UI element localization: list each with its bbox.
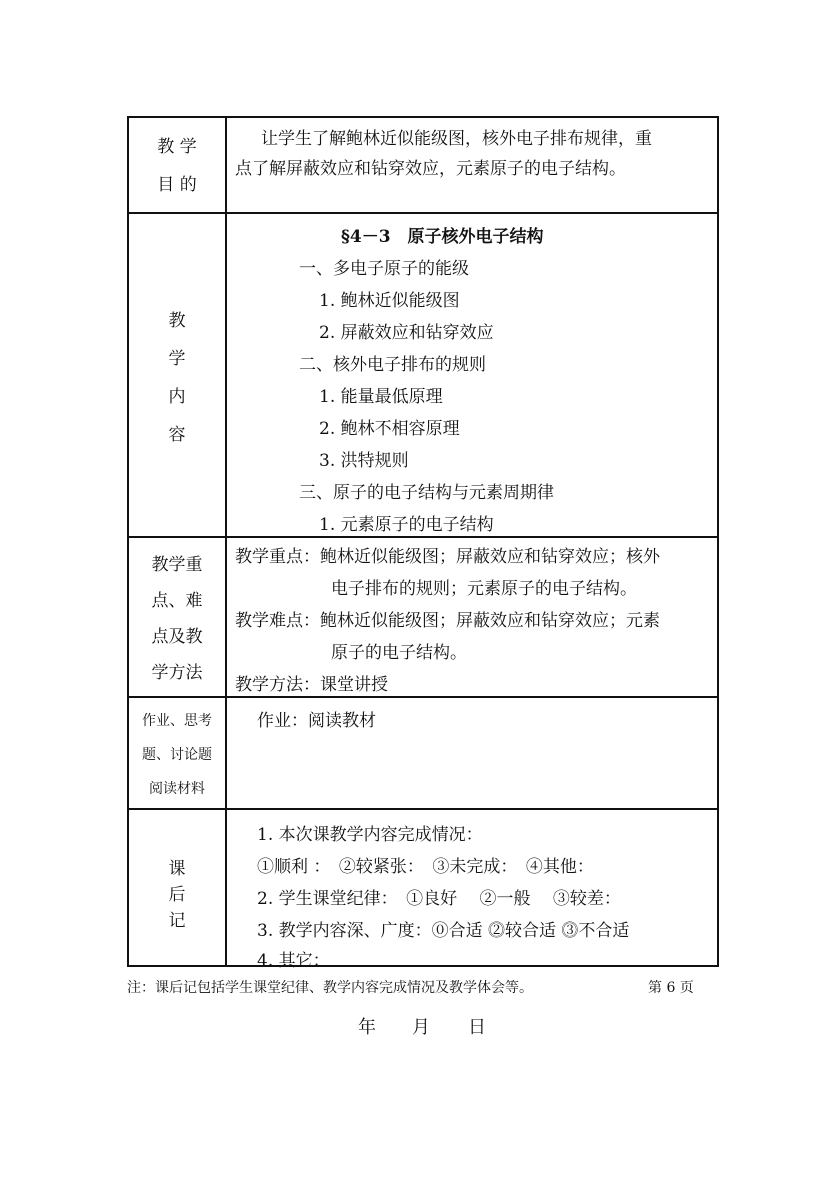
label-text: 目 的 [157, 175, 197, 195]
afterclass-line: 1. 本次课教学内容完成情况： [257, 825, 483, 845]
homework-text: 作业：阅读教材 [257, 711, 376, 731]
keypoint-line: 教学重点：鲍林近似能级图；屏蔽效应和钻穿效应；核外 [235, 547, 660, 567]
label-text: 教 [168, 311, 186, 331]
keypoints-row [129, 536, 717, 696]
date-year-label: 年 [358, 1017, 376, 1038]
objectives-line: 让学生了解鲍林近似能级图，核外电子排布规律，重 [261, 129, 652, 149]
afterclass-row [129, 808, 717, 971]
outline-item: 1. 能量最低原理 [319, 387, 443, 407]
section-title: §4－3 原子核外电子结构 [341, 227, 544, 247]
objectives-row [129, 118, 717, 212]
label-text: 容 [168, 425, 186, 445]
keypoint-line: 教学方法：课堂讲授 [235, 675, 388, 695]
page-number: 第 6 页 [648, 980, 694, 996]
outline-item: 3. 洪特规则 [319, 451, 409, 471]
date-day-label: 日 [468, 1017, 486, 1038]
footnote: 注：课后记包括学生课堂纪律、教学内容完成情况及教学体会等。 [127, 980, 533, 996]
label-text: 点及教 [151, 627, 203, 647]
label-text: 阅读材料 [149, 781, 205, 797]
outline-item: 1. 鲍林近似能级图 [319, 291, 460, 311]
objectives-label [129, 118, 227, 212]
label-text: 课 [168, 859, 186, 879]
outline-heading: 三、原子的电子结构与元素周期律 [299, 483, 554, 503]
label-text: 内 [168, 387, 186, 407]
label-text: 学方法 [151, 663, 203, 683]
content-label [129, 214, 227, 536]
outline-item: 2. 鲍林不相容原理 [319, 419, 460, 439]
label-text: 作业、思考 [142, 713, 212, 729]
homework-label [129, 698, 227, 808]
keypoint-line: 电子排布的规则；元素原子的电子结构。 [331, 579, 637, 599]
label-text: 点、难 [151, 591, 203, 611]
keypoints-content [227, 538, 717, 696]
afterclass-line: 3. 教学内容深、广度：⓪合适 ⓶较合适 ⓷不合适 [257, 921, 630, 941]
label-text: 学 [168, 349, 186, 369]
label-text: 教 学 [157, 137, 197, 157]
outline-heading: 二、核外电子排布的规则 [299, 355, 486, 375]
label-text: 教学重 [151, 555, 203, 575]
keypoints-label [129, 538, 227, 696]
objectives-line: 点了解屏蔽效应和钻穿效应，元素原子的电子结构。 [235, 159, 626, 179]
keypoint-line: 教学难点：鲍林近似能级图；屏蔽效应和钻穿效应；元素 [235, 611, 660, 631]
afterclass-line: 4. 其它： [257, 951, 330, 971]
afterclass-content [227, 810, 717, 971]
label-text: 题、讨论题 [142, 747, 212, 763]
outline-item: 2. 屏蔽效应和钻穿效应 [319, 323, 494, 343]
outline-item: 1. 元素原子的电子结构 [319, 515, 494, 535]
date-month-label: 月 [412, 1017, 430, 1038]
objectives-content [227, 118, 717, 212]
lesson-plan-table [127, 116, 719, 971]
outline-heading: 一、多电子原子的能级 [299, 259, 469, 279]
homework-content [227, 698, 717, 808]
afterclass-line: ①顺利 ： ②较紧张： ③未完成： ④其他： [257, 857, 594, 877]
afterclass-label [129, 810, 227, 965]
content-row [129, 212, 717, 536]
label-text: 后 [168, 885, 186, 905]
content-body [227, 214, 717, 536]
afterclass-line: 2. 学生课堂纪律： ①良好 ②一般 ③较差： [257, 889, 621, 909]
keypoint-line: 原子的电子结构。 [331, 643, 467, 663]
label-text: 记 [168, 911, 186, 931]
homework-row [129, 696, 717, 808]
